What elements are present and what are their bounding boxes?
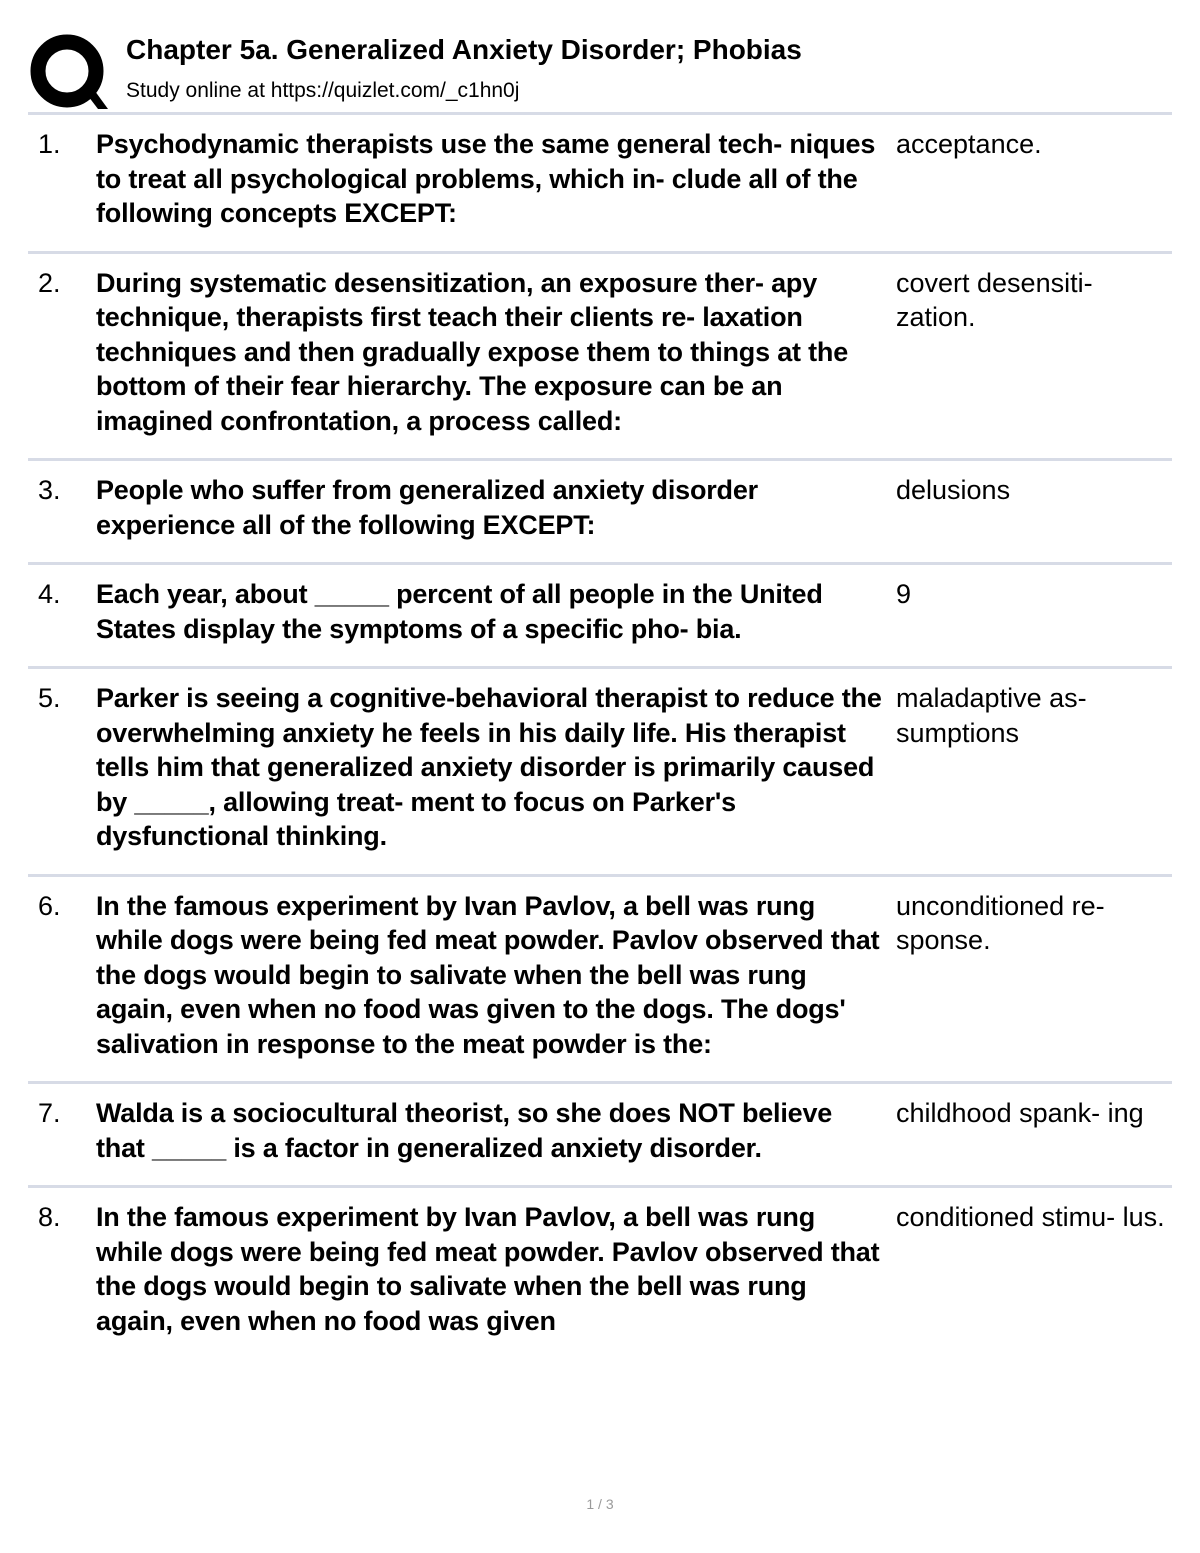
flashcard-row [28, 461, 1172, 565]
card-question: Parker is seeing a cognitive-behavioral therapist to reduce the overwhelming anxiety he feels in his daily life. His therapist tells him that generalized anxiety disorder is primarily caused by _____, allowing treat- ment to focus on Parker's dysfunctional thinking. [96, 683, 882, 851]
flashcard-row [28, 115, 1172, 254]
card-answer: childhood spank- ing [896, 1098, 1144, 1128]
card-question: During systematic desensitization, an exposure ther- apy technique, therapists first teach their clients re- laxation techniques and then gradually expose them to things at the bottom of their fear hierarchy. The exposure can be an imagined confrontation, a process called: [96, 267, 849, 436]
card-answer: conditioned stimu- lus. [896, 1202, 1165, 1232]
flashcard-row [28, 565, 1172, 669]
flashcard-row [28, 1188, 1172, 1358]
card-answer: delusions [896, 475, 1011, 505]
card-answer: covert desensiti- zation. [896, 267, 1093, 332]
page-indicator: 1 / 3 [586, 1496, 614, 1512]
card-number: 2. [38, 267, 61, 298]
quizlet-q-logo-icon [30, 34, 110, 114]
flashcard-row [28, 1084, 1172, 1188]
card-answer: maladaptive as- sumptions [896, 683, 1087, 748]
card-question: Each year, about _____ percent of all people in the United States display the symptoms of a specific pho- bia. [96, 579, 823, 644]
card-number: 1. [38, 129, 61, 159]
card-question: In the famous experiment by Ivan Pavlov, a bell was rung while dogs were being fed meat powder. Pavlov observed that the dogs would begin to salivate when the bell was rung again, even when no food was given to the dogs. The dogs' salivation in response to the meat powder is the: [96, 890, 880, 1059]
card-number: 6. [38, 890, 61, 921]
card-number: 3. [38, 475, 61, 505]
card-question: In the famous experiment by Ivan Pavlov, a bell was rung while dogs were being fed meat powder. Pavlov observed that the dogs would begin to salivate when the bell was rung again, even when no food was given [96, 1202, 880, 1336]
flashcard-row [28, 254, 1172, 462]
card-answer: acceptance. [896, 129, 1042, 159]
study-online-link[interactable]: Study online at https://quizlet.com/_c1hn0j [126, 79, 520, 102]
card-answer: unconditioned re- sponse. [896, 890, 1105, 955]
card-answer: 9 [896, 579, 912, 609]
card-question: People who suffer from generalized anxiety disorder experience all of the following EXCEPT: [96, 475, 758, 540]
page-title: Chapter 5a. Generalized Anxiety Disorder; Phobias [126, 34, 802, 65]
card-number: 7. [38, 1098, 61, 1128]
flashcard-row [28, 669, 1172, 877]
document-header [28, 28, 1172, 112]
card-number: 8. [38, 1202, 61, 1232]
card-number: 4. [38, 579, 61, 609]
card-question: Psychodynamic therapists use the same general tech- niques to treat all psychological problems, which in- clude all of the following concepts EXCEPT: [96, 129, 876, 228]
flashcard-list [28, 115, 1172, 1358]
card-question: Walda is a sociocultural theorist, so she does NOT believe that _____ is a factor in generalized anxiety disorder. [96, 1098, 833, 1163]
card-number: 5. [38, 683, 61, 713]
flashcard-row [28, 877, 1172, 1085]
